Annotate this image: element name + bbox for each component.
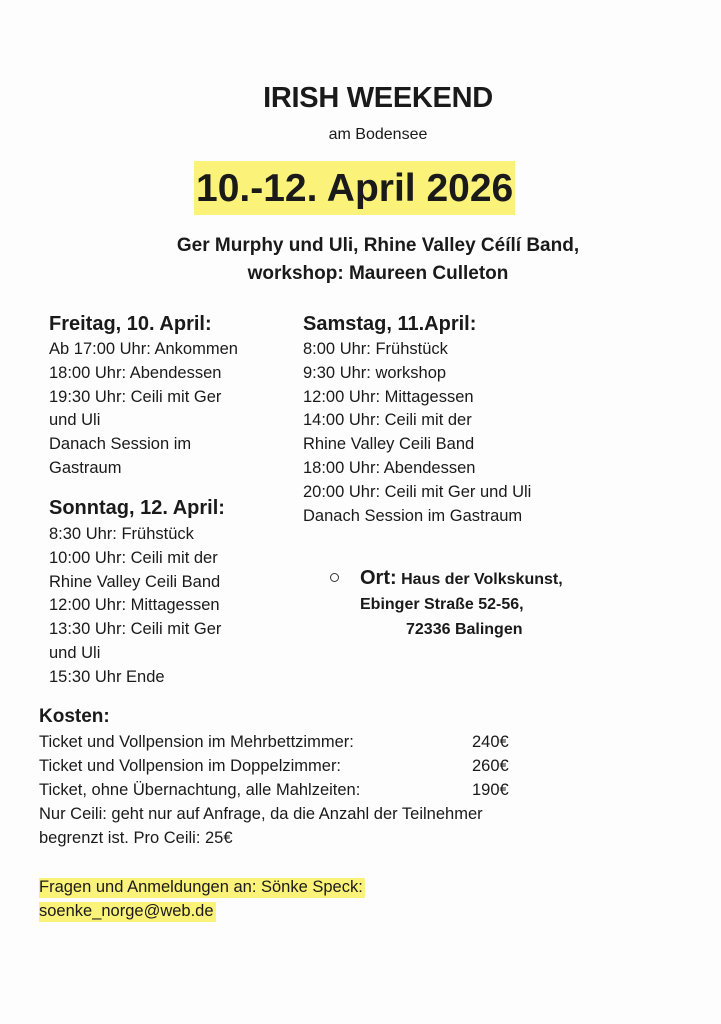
costs-heading: Kosten: bbox=[39, 706, 110, 727]
costs-note-line-1: Nur Ceili: geht nur auf Anfrage, da die Anzahl der Teilnehmer bbox=[39, 805, 483, 823]
event-title: IRISH WEEKEND bbox=[263, 82, 493, 114]
venue-label: Ort: bbox=[360, 567, 397, 589]
sunday-line: und Uli bbox=[49, 643, 101, 662]
friday-line: 19:30 Uhr: Ceili mit Ger bbox=[49, 387, 222, 406]
sunday-line: 12:00 Uhr: Mittagessen bbox=[49, 596, 220, 615]
saturday-heading: Samstag, 11.April: bbox=[303, 313, 477, 335]
saturday-line: 9:30 Uhr: workshop bbox=[303, 363, 447, 382]
contact-email[interactable]: soenke_norge@web.de bbox=[39, 902, 214, 920]
cost-item-label: Ticket, ohne Übernachtung, alle Mahlzeiten: bbox=[39, 781, 361, 799]
sunday-line: 10:00 Uhr: Ceili mit der bbox=[49, 548, 218, 567]
sunday-line: 15:30 Uhr Ende bbox=[49, 667, 165, 686]
costs-note-line-2: begrenzt ist. Pro Ceili: 25€ bbox=[39, 829, 233, 847]
saturday-line: 14:00 Uhr: Ceili mit der bbox=[303, 411, 472, 430]
performers bbox=[0, 232, 721, 288]
bullet-icon bbox=[330, 573, 339, 582]
venue-block bbox=[330, 566, 563, 642]
sunday-line: 13:30 Uhr: Ceili mit Ger bbox=[49, 620, 222, 639]
friday-line: 18:00 Uhr: Abendessen bbox=[49, 363, 222, 382]
saturday-line: 20:00 Uhr: Ceili mit Ger und Uli bbox=[303, 482, 532, 501]
friday-line: Danach Session im bbox=[49, 435, 192, 454]
friday-line: Ab 17:00 Uhr: Ankommen bbox=[49, 340, 238, 358]
saturday-line: 8:00 Uhr: Frühstück bbox=[303, 340, 448, 358]
saturday-line: Rhine Valley Ceili Band bbox=[303, 435, 475, 454]
sunday-schedule bbox=[49, 523, 221, 690]
cost-item-price: 190€ bbox=[472, 781, 509, 799]
performers-line-1: Ger Murphy und Uli, Rhine Valley Céílí Band, bbox=[176, 235, 580, 256]
friday-line: Gastraum bbox=[49, 458, 122, 477]
saturday-line: 12:00 Uhr: Mittagessen bbox=[303, 387, 474, 406]
cost-item-label: Ticket und Vollpension im Mehrbettzimmer: bbox=[39, 733, 354, 751]
friday-line: und Uli bbox=[49, 411, 101, 430]
performers-line-2: workshop: Maureen Culleton bbox=[247, 263, 509, 284]
event-date: 10.-12. April 2026 bbox=[194, 161, 515, 215]
saturday-line: Danach Session im Gastraum bbox=[303, 506, 523, 525]
sunday-line: 8:30 Uhr: Frühstück bbox=[49, 525, 194, 543]
event-subtitle: am Bodensee bbox=[328, 126, 428, 143]
friday-heading: Freitag, 10. April: bbox=[49, 313, 212, 335]
venue-city: 72336 Balingen bbox=[406, 621, 523, 638]
saturday-line: 18:00 Uhr: Abendessen bbox=[303, 458, 476, 477]
venue-street: Ebinger Straße 52-56, bbox=[360, 596, 524, 613]
cost-item-label: Ticket und Vollpension im Doppelzimmer: bbox=[39, 757, 342, 775]
sunday-line: Rhine Valley Ceili Band bbox=[49, 572, 221, 591]
venue-name: Haus der Volkskunst, bbox=[401, 571, 563, 588]
friday-schedule bbox=[49, 338, 238, 481]
cost-item-price: 260€ bbox=[472, 757, 509, 775]
contact-line bbox=[39, 875, 365, 899]
saturday-schedule bbox=[303, 338, 531, 528]
sunday-heading: Sonntag, 12. April: bbox=[49, 497, 225, 519]
contact-text: Fragen und Anmeldungen an: Sönke Speck: bbox=[39, 878, 363, 896]
contact-email-line bbox=[39, 899, 216, 923]
cost-item-price: 240€ bbox=[472, 733, 509, 751]
